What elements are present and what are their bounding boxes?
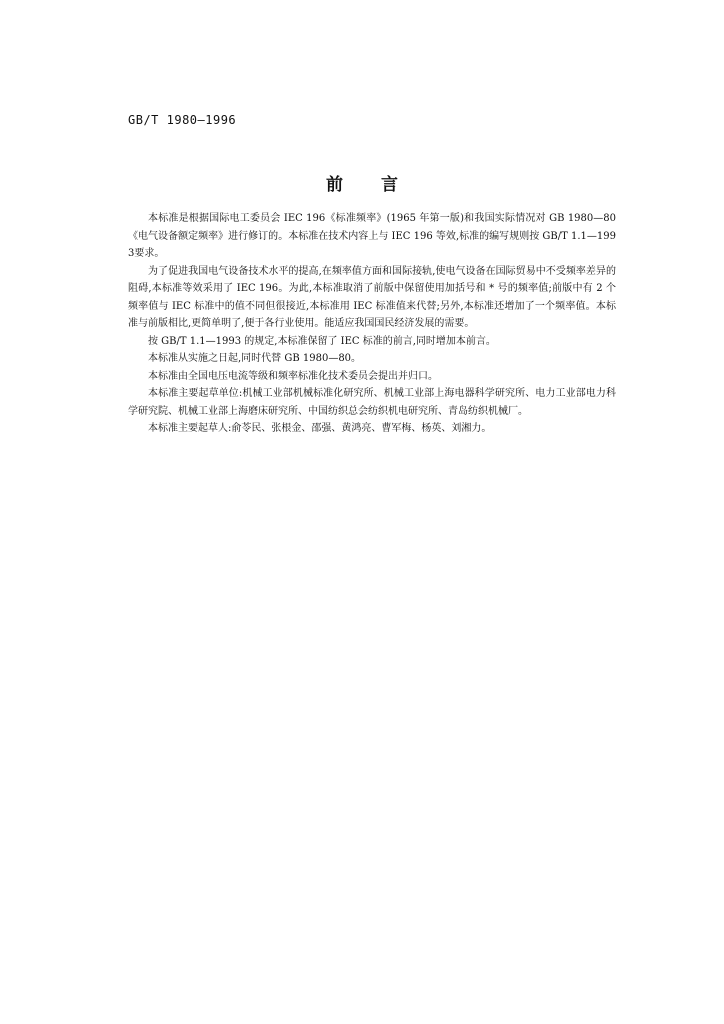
paragraph-foreword-rule: 按 GB/T 1.1—1993 的规定,本标准保留了 IEC 标准的前言,同时增加本前言。 xyxy=(148,335,496,347)
paragraph-basis: 本标准是根据国际电工委员会 IEC 196《标准频率》(1965 年第一版)和我国实际情况对 GB 1980—80《电气设备额定频率》进行修订的。本标准在技术内容上与 IEC 196 等效,标准的编写规则按 GB/T 1.1—1993要求。 xyxy=(128,213,616,259)
page-title: 前言 xyxy=(326,175,436,195)
foreword-body xyxy=(128,210,616,438)
paragraph-drafting-units: 本标准主要起草单位:机械工业部机械标准化研究所、机械工业部上海电器科学研究所、电力工业部电力科学研究院、机械工业部上海磨床研究所、中国纺织总会纺织机电研究所、青岛纺织机械厂。 xyxy=(128,388,616,417)
paragraph-purpose: 为了促进我国电气设备技术水平的提高,在频率值方面和国际接轨,使电气设备在国际贸易中不受频率差异的阻碍,本标准等效采用了 IEC 196。为此,本标准取消了前版中保留使用加括号和 * 号的频率值;前版中有 2 个频率值与 IEC 标准中的值不同但很接近,本标准用 IEC 标准值来代替;另外,本标准还增加了一个频率值。本标准与前版相比,更简单明了,便于各行业使用。能适应我国国民经济发展的需要。 xyxy=(128,265,616,329)
paragraph-proposer: 本标准由全国电压电流等级和频率标准化技术委员会提出并归口。 xyxy=(148,370,438,382)
standard-number-header: GB/T 1980—1996 xyxy=(128,113,237,127)
paragraph-replacement: 本标准从实施之日起,同时代替 GB 1980—80。 xyxy=(148,353,362,364)
paragraph-drafters: 本标准主要起草人:俞苓民、张根金、邵强、黄鸿亮、曹军梅、杨英、刘湘力。 xyxy=(148,423,492,434)
